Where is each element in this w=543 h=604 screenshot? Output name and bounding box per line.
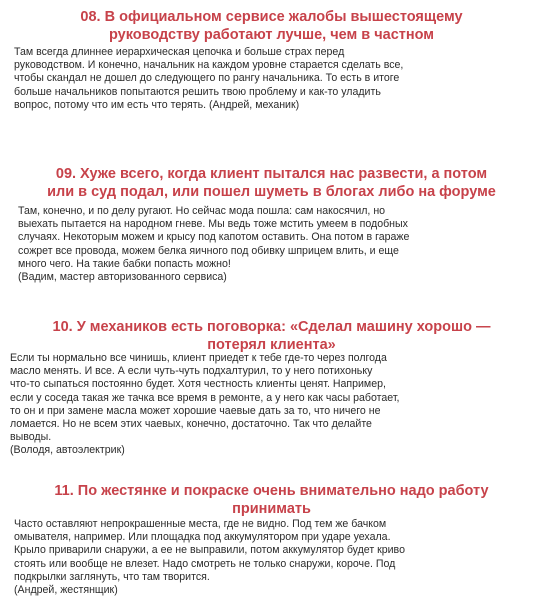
section-body bbox=[14, 46, 403, 112]
heading-line: руководству работают лучше, чем в частном bbox=[108, 27, 435, 43]
heading-line: 09. Хуже всего, когда клиент пытался нас развести, а потом bbox=[55, 166, 488, 182]
body-line: (Андрей, жестянщик) bbox=[14, 584, 118, 597]
body-line: то он и при замене масла может хорошие чаевые дать за то, что ничего не bbox=[10, 404, 381, 417]
body-line: случаях. Некоторым можем и крысу под капотом оставить. Она потом в гараже bbox=[18, 231, 410, 244]
body-line: масло менять. И все. А если чуть-чуть подхалтурил, то у него потихоньку bbox=[10, 365, 373, 378]
body-line: стоять или вообще не влезет. Надо смотреть не только снаружи, короче. Под bbox=[14, 557, 396, 570]
section-heading bbox=[0, 318, 543, 354]
section-08 bbox=[0, 8, 543, 111]
body-line: чтобы скандал не дошел до следующего по рангу начальника. То есть в итоге bbox=[14, 72, 400, 85]
section-11 bbox=[0, 482, 543, 597]
heading-line: принимать bbox=[232, 501, 311, 517]
section-09 bbox=[0, 165, 543, 284]
body-line: (Володя, автоэлектрик) bbox=[10, 444, 125, 457]
body-line: (Вадим, мастер авторизованного сервиса) bbox=[18, 271, 227, 284]
body-line: что-то сыпаться постоянно будет. Хотя честность клиенты ценят. Например, bbox=[10, 378, 386, 391]
body-line: подкрылки заглянуть, что там творится. bbox=[14, 570, 210, 583]
body-line: много чего. На такие бабки попасть можно! bbox=[18, 257, 231, 270]
heading-line: 08. В официальном сервисе жалобы вышестоящему bbox=[80, 9, 463, 25]
body-line: Часто оставляют непрокрашенные места, где не видно. Под тем же бачком bbox=[14, 518, 387, 530]
heading-line: 10. У механиков есть поговорка: «Сделал машину хорошо — bbox=[52, 319, 491, 335]
section-heading bbox=[0, 165, 543, 201]
body-line: Если ты нормально все чинишь, клиент приедет к тебе где-то через полгода bbox=[10, 352, 387, 364]
body-line: Там всегда длиннее иерархическая цепочка и больше страх перед bbox=[14, 46, 345, 58]
heading-line: потерял клиента» bbox=[207, 337, 336, 353]
section-heading bbox=[0, 8, 543, 44]
body-line: больше начальников попытаются решить твою проблему и как-то уладить bbox=[14, 85, 381, 98]
section-body bbox=[14, 518, 405, 597]
body-line: Там, конечно, и по делу ругают. Но сейчас мода пошла: сам накосячил, но bbox=[18, 205, 386, 217]
heading-line: 11. По жестянке и покраске очень внимательно надо работу bbox=[54, 483, 489, 499]
body-line: вопрос, потому что им есть что терять. (Андрей, механик) bbox=[14, 98, 300, 111]
body-line: выводы. bbox=[10, 431, 52, 444]
section-10 bbox=[0, 318, 543, 457]
section-body bbox=[10, 352, 399, 458]
body-line: выехать пытается на народном гневе. Мы ведь тоже мстить умеем в подобных bbox=[18, 218, 408, 231]
body-line: ломается. Но не всем этих чаевых, конечно, достаточно. Так что делайте bbox=[10, 418, 372, 431]
section-heading bbox=[0, 482, 543, 518]
body-line: Крыло приварили снаружи, а ее не выправили, потом аккумулятор будет криво bbox=[14, 544, 405, 557]
body-line: омывателя, например. Или площадка под аккумулятором при ударе уехала. bbox=[14, 531, 391, 544]
body-line: руководством. И конечно, начальник на каждом уровне старается сделать все, bbox=[14, 59, 404, 72]
body-line: сожрет все провода, можем белка яичного под обивку шприцем влить, и еще bbox=[18, 244, 399, 257]
section-body bbox=[18, 205, 409, 284]
body-line: если у соседа такая же тачка все время в ремонте, а у него как часы работает, bbox=[10, 391, 400, 404]
heading-line: или в суд подал, или пошел шуметь в блогах либо на форуме bbox=[47, 184, 496, 200]
